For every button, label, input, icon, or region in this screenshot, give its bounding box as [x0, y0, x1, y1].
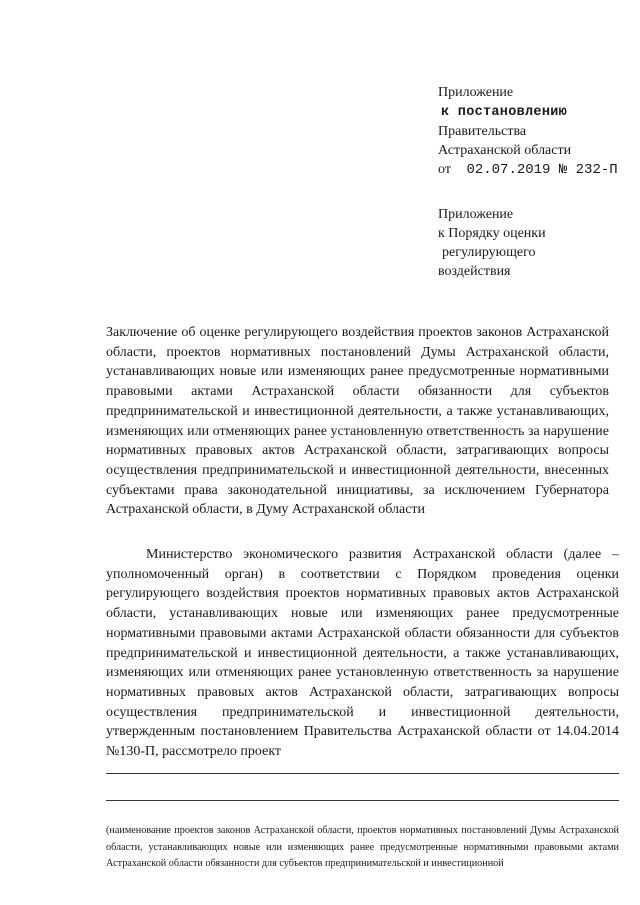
fill-in-line-2	[106, 800, 619, 801]
appendix-1-line-2: к постановлению	[441, 105, 568, 120]
body-section	[106, 545, 619, 762]
fill-in-line-1	[106, 773, 619, 774]
appendix-1-line-5	[438, 160, 618, 180]
appendix-2-line-2: к Порядку оценки	[438, 226, 546, 241]
body-paragraph: Министерство экономического развития Астраханской области (далее – уполномоченный орган) в соответствии с Порядком проведения оценки регулирующего воздействия проектов нормативных правовых актов Астраханской области, устанавливающих новые или изменяющих ранее предусмотренные нормативными правовыми актами Астраханской области обязанности для субъектов предпринимательской и инвестиционной деятельности, а также устанавливающих, изменяющих или отменяющих ранее установленную ответственность за нарушение нормативных правовых актов Астраханской области, затрагивающих вопросы осуществления предпринимательской и инвестиционной деятельности, утвержденным постановлением Правительства Астраханской области от 14.04.2014 №130-П, рассмотрело проект	[106, 547, 619, 760]
appendix-2-line-3: регулирующего	[442, 245, 536, 260]
document-title: Заключение об оценке регулирующего воздействия проектов законов Астраханской области, проектов нормативных постановлений Думы Астраханской области, устанавливающих новые или изменяющих ранее предусмотренные нормативными правовыми актами Астраханской области обязанности для субъектов предпринимательской и инвестиционной деятельности, а также устанавливающих, изменяющих или отменяющих ранее установленную ответственность за нарушение нормативных правовых актов Астраханской области, затрагивающих вопросы осуществления предпринимательской и инвестиционной деятельности, внесенных субъектами права законодательной инициативы, за исключением Губернатора Астраханской области, в Думу Астраханской области	[106, 325, 609, 518]
appendix-2-line-4: воздействия	[438, 264, 511, 279]
appendix-1-line-3: Правительства	[438, 124, 527, 139]
appendix-2-line-1: Приложение	[438, 207, 514, 222]
appendix-1-date-number: 02.07.2019 № 232-П	[466, 162, 618, 178]
footnote-caption: (наименование проектов законов Астраханской области, проектов нормативных постановлений Думы Астраханской области, устанавливающих новые или изменяющих ранее предусмотренные нормативными правовыми актами Астраханской области обязанности для субъектов предпринимательской и инвестиционной	[106, 825, 619, 869]
appendix-1-date-prefix: от	[438, 162, 451, 177]
appendix-1-line-1: Приложение	[438, 85, 514, 100]
appendix-1-line-4: Астраханской области	[438, 143, 572, 158]
